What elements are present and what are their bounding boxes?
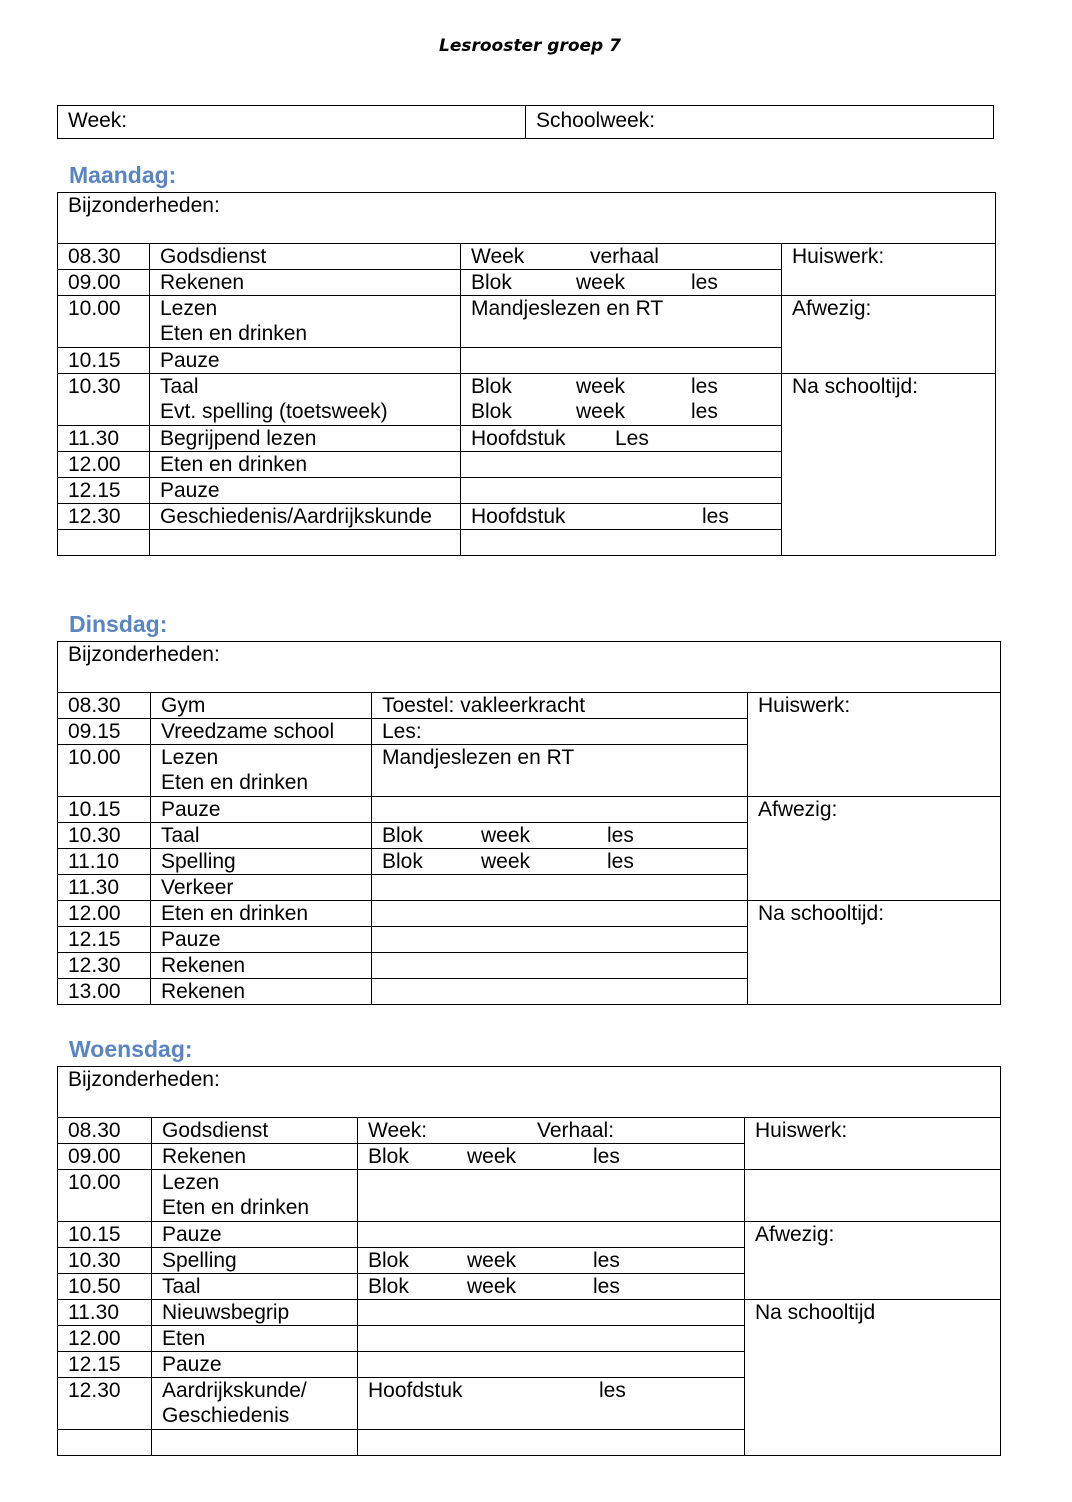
subject-cell: Eten en drinken xyxy=(151,901,372,927)
time-cell: 08.30 xyxy=(58,1118,152,1144)
note-part: Blok xyxy=(471,400,512,423)
time-cell: 10.00 xyxy=(58,745,151,797)
note-cell[interactable] xyxy=(461,504,782,530)
note-part: week xyxy=(481,824,531,847)
subject-cell: Eten xyxy=(152,1326,358,1352)
note-part: Hoofdstuk xyxy=(368,1379,463,1402)
subject-cell: Pauze xyxy=(151,927,372,953)
note-cell[interactable] xyxy=(461,452,782,478)
schedule-table-dinsdag xyxy=(57,641,1001,1005)
note-part: les xyxy=(702,505,729,528)
time-cell: 12.15 xyxy=(58,478,150,504)
time-cell: 09.15 xyxy=(58,719,151,745)
note-cell[interactable] xyxy=(461,244,782,270)
note-cell[interactable]: Mandjeslezen en RT xyxy=(461,296,782,348)
subject-cell: Taal xyxy=(152,1274,358,1300)
note-part: verhaal xyxy=(590,245,659,268)
subject-cell xyxy=(152,1378,358,1430)
subject-line: Eten en drinken xyxy=(162,1196,310,1219)
subject-line: Geschiedenis xyxy=(162,1404,290,1427)
time-cell: 10.00 xyxy=(58,1170,152,1222)
subject-cell[interactable] xyxy=(150,530,461,556)
huiswerk-field[interactable]: Huiswerk: xyxy=(745,1118,1001,1170)
schoolweek-field[interactable]: Schoolweek: xyxy=(526,106,994,139)
subject-line: Aardrijkskunde/ xyxy=(162,1379,307,1402)
subject-cell: Pauze xyxy=(150,478,461,504)
time-cell: 09.00 xyxy=(58,270,150,296)
na-schooltijd-field[interactable]: Na schooltijd: xyxy=(782,374,996,556)
time-cell: 09.00 xyxy=(58,1144,152,1170)
note-cell[interactable] xyxy=(358,1300,745,1326)
note-part: week xyxy=(481,850,531,873)
subject-cell: Vreedzame school xyxy=(151,719,372,745)
note-cell[interactable] xyxy=(358,1170,745,1222)
document-title: Lesrooster groep 7 xyxy=(439,36,621,56)
note-cell[interactable]: Toestel: vakleerkracht xyxy=(372,693,748,719)
note-cell[interactable] xyxy=(358,1222,745,1248)
note-cell[interactable] xyxy=(461,348,782,374)
subject-line: Taal xyxy=(160,375,199,398)
note-cell[interactable] xyxy=(372,849,748,875)
time-cell: 10.15 xyxy=(58,1222,152,1248)
week-header-table xyxy=(57,105,994,139)
time-cell: 10.15 xyxy=(58,348,150,374)
subject-cell: Gym xyxy=(151,693,372,719)
note-cell[interactable] xyxy=(461,478,782,504)
subject-cell xyxy=(152,1170,358,1222)
note-part: les xyxy=(691,375,718,398)
time-cell: 12.00 xyxy=(58,452,150,478)
time-cell: 12.00 xyxy=(58,1326,152,1352)
day-heading-dinsdag: Dinsdag: xyxy=(69,611,168,637)
note-cell[interactable] xyxy=(461,426,782,452)
note-part: week xyxy=(576,375,626,398)
note-part: les xyxy=(607,824,634,847)
subject-cell: Rekenen xyxy=(152,1144,358,1170)
note-cell[interactable]: Mandjeslezen en RT xyxy=(372,745,748,797)
afwezig-field[interactable]: Afwezig: xyxy=(745,1222,1001,1300)
time-cell[interactable] xyxy=(58,530,150,556)
time-cell: 10.00 xyxy=(58,296,150,348)
subject-cell[interactable] xyxy=(152,1430,358,1456)
subject-cell: Begrijpend lezen xyxy=(150,426,461,452)
note-cell[interactable] xyxy=(372,823,748,849)
time-cell: 08.30 xyxy=(58,693,151,719)
extra-field[interactable] xyxy=(745,1170,1001,1222)
note-cell[interactable] xyxy=(358,1274,745,1300)
subject-cell: Eten en drinken xyxy=(150,452,461,478)
note-part: les xyxy=(691,271,718,294)
note-part: Blok xyxy=(382,850,423,873)
note-part: Hoofdstuk xyxy=(471,427,566,450)
bijzonderheden-field[interactable]: Bijzonderheden: xyxy=(58,193,996,244)
note-part: week xyxy=(467,1145,517,1168)
time-cell: 08.30 xyxy=(58,244,150,270)
subject-cell: Taal xyxy=(151,823,372,849)
note-cell[interactable] xyxy=(358,1430,745,1456)
note-part: week xyxy=(576,400,626,423)
afwezig-field[interactable]: Afwezig: xyxy=(748,797,1001,901)
subject-line: Eten en drinken xyxy=(161,771,309,794)
week-field[interactable]: Week: xyxy=(58,106,526,139)
subject-line: Eten en drinken xyxy=(160,322,308,345)
note-part: Blok xyxy=(368,1275,409,1298)
time-cell: 10.50 xyxy=(58,1274,152,1300)
subject-cell xyxy=(150,374,461,426)
note-part: Blok xyxy=(382,824,423,847)
time-cell: 10.30 xyxy=(58,1248,152,1274)
note-part: Hoofdstuk xyxy=(471,505,566,528)
note-part: Week xyxy=(471,245,525,268)
note-cell[interactable] xyxy=(358,1326,745,1352)
subject-cell: Godsdienst xyxy=(152,1118,358,1144)
note-part: week xyxy=(467,1249,517,1272)
time-cell: 13.00 xyxy=(58,979,151,1005)
subject-cell: Spelling xyxy=(151,849,372,875)
time-cell: 11.30 xyxy=(58,426,150,452)
subject-cell: Verkeer xyxy=(151,875,372,901)
subject-cell xyxy=(151,745,372,797)
note-cell[interactable] xyxy=(372,797,748,823)
subject-cell: Pauze xyxy=(150,348,461,374)
note-part: les xyxy=(607,850,634,873)
note-cell[interactable] xyxy=(358,1352,745,1378)
subject-cell: Rekenen xyxy=(151,979,372,1005)
subject-cell: Nieuwsbegrip xyxy=(152,1300,358,1326)
note-cell[interactable] xyxy=(358,1378,745,1430)
huiswerk-field[interactable]: Huiswerk: xyxy=(782,244,996,296)
note-part: Verhaal: xyxy=(537,1119,615,1142)
note-cell[interactable] xyxy=(372,927,748,953)
day-heading-woensdag: Woensdag: xyxy=(69,1036,193,1062)
time-cell: 10.30 xyxy=(58,823,151,849)
note-part: Blok xyxy=(471,271,512,294)
subject-cell: Godsdienst xyxy=(150,244,461,270)
note-part: Les xyxy=(615,427,649,450)
note-cell[interactable] xyxy=(461,530,782,556)
subject-line: Lezen xyxy=(162,1171,220,1194)
bijzonderheden-field[interactable]: Bijzonderheden: xyxy=(58,1067,1001,1118)
note-cell[interactable] xyxy=(372,979,748,1005)
huiswerk-field[interactable]: Huiswerk: xyxy=(748,693,1001,797)
time-cell: 12.15 xyxy=(58,1352,152,1378)
note-part: week xyxy=(576,271,626,294)
note-cell[interactable] xyxy=(358,1118,745,1144)
subject-cell: Rekenen xyxy=(150,270,461,296)
note-part: les xyxy=(593,1145,620,1168)
note-cell[interactable] xyxy=(372,953,748,979)
bijzonderheden-field[interactable]: Bijzonderheden: xyxy=(58,642,1001,693)
time-cell: 12.00 xyxy=(58,901,151,927)
note-part: week xyxy=(467,1275,517,1298)
subject-cell: Pauze xyxy=(152,1352,358,1378)
note-cell[interactable] xyxy=(461,270,782,296)
note-part: Week: xyxy=(368,1119,428,1142)
time-cell: 12.15 xyxy=(58,927,151,953)
time-cell: 12.30 xyxy=(58,1378,152,1430)
note-cell[interactable] xyxy=(372,901,748,927)
time-cell: 10.15 xyxy=(58,797,151,823)
note-part: Blok xyxy=(368,1145,409,1168)
note-part: Blok xyxy=(471,375,512,398)
note-part: les xyxy=(599,1379,626,1402)
note-part: les xyxy=(691,400,718,423)
time-cell: 10.30 xyxy=(58,374,150,426)
afwezig-field[interactable]: Afwezig: xyxy=(782,296,996,374)
note-part: Blok xyxy=(368,1249,409,1272)
subject-cell: Geschiedenis/Aardrijkskunde xyxy=(150,504,461,530)
subject-cell: Pauze xyxy=(152,1222,358,1248)
subject-line: Lezen xyxy=(160,297,218,320)
subject-cell: Spelling xyxy=(152,1248,358,1274)
time-cell: 11.10 xyxy=(58,849,151,875)
note-cell[interactable] xyxy=(461,374,782,426)
subject-cell xyxy=(150,296,461,348)
note-part: les xyxy=(593,1249,620,1272)
time-cell: 11.30 xyxy=(58,875,151,901)
time-cell: 12.30 xyxy=(58,953,151,979)
subject-cell: Pauze xyxy=(151,797,372,823)
time-cell[interactable] xyxy=(58,1430,152,1456)
day-heading-maandag: Maandag: xyxy=(69,162,177,188)
schedule-table-woensdag xyxy=(57,1066,1001,1456)
note-cell[interactable]: Les: xyxy=(372,719,748,745)
note-part: les xyxy=(593,1275,620,1298)
time-cell: 12.30 xyxy=(58,504,150,530)
subject-line: Evt. spelling (toetsweek) xyxy=(160,400,388,423)
na-schooltijd-field[interactable]: Na schooltijd xyxy=(745,1300,1001,1456)
note-cell[interactable] xyxy=(358,1144,745,1170)
note-cell[interactable] xyxy=(372,875,748,901)
na-schooltijd-field[interactable]: Na schooltijd: xyxy=(748,901,1001,1005)
note-cell[interactable] xyxy=(358,1248,745,1274)
subject-line: Lezen xyxy=(161,746,219,769)
subject-cell: Rekenen xyxy=(151,953,372,979)
schedule-table-maandag xyxy=(57,192,996,556)
time-cell: 11.30 xyxy=(58,1300,152,1326)
